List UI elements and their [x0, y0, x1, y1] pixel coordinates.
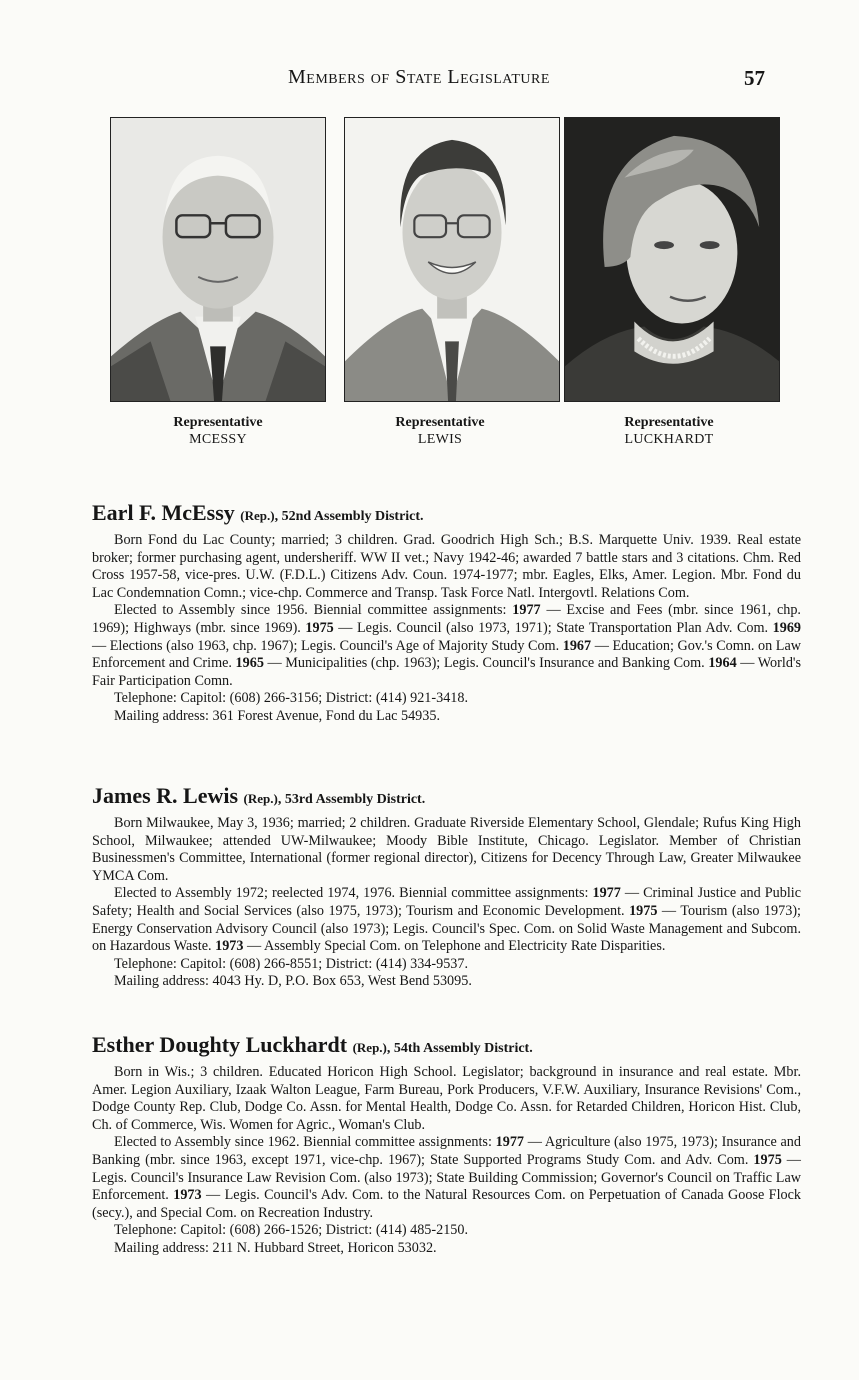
- committee-text: Elected to Assembly since 1962. Biennial committee assignments:: [114, 1134, 496, 1151]
- biography-paragraph: Born Fond du Lac County; married; 3 children. Grad. Goodrich High Sch.; B.S. Marquette Univ. 1939. Real estate broker; former purchasing agent, undersheriff. WW II vet.; Navy 1942-46; awarded 7 battle stars and 3 citations. Chm. Red Cross 1957-58, vice-pres. U.W. (F.D.L.) Citizens Adv. Coun. 1974-1977; mbr. Eagles, Elks, Amer. Legion. Mbr. Fond du Lac Condemnation Comn.; vice-chp. Commerce and Transp. Task Force Natl. Intergovtl. Relations Com.: [92, 532, 801, 601]
- running-title: Members of State Legislature: [288, 66, 550, 88]
- committee-year: 1977: [592, 885, 621, 902]
- member-district: , 52nd Assembly District.: [274, 509, 424, 524]
- caption-surname: MCESSY: [189, 432, 247, 447]
- committee-paragraph: [92, 1134, 801, 1222]
- committee-text: — Criminal Justice and Public Safety; Health and Social Services (also 1975, 1973); Tourism and Economic Development.: [92, 885, 801, 919]
- committee-paragraph: [92, 602, 801, 690]
- committee-year: 1975: [629, 902, 658, 919]
- committee-year: 1975: [305, 619, 334, 636]
- member-district: , 53rd Assembly District.: [277, 792, 426, 807]
- committee-year: 1967: [562, 637, 592, 654]
- committee-year: 1964: [708, 655, 737, 672]
- committee-year: 1969: [772, 619, 801, 636]
- biography-paragraph: Born Milwaukee, May 3, 1936; married; 2 children. Graduate Riverside Elementary School, Glendale; Rufus King High School, Milwaukee; attended UW-Milwaukee; Moody Bible Institute, Chicago. Legislator. Member of Christian Businessmen's Committee, International (former regional director), Citizens for Decency Through Law, Greater Milwaukee YMCA Com.: [92, 815, 801, 884]
- portrait-luckhardt: [564, 117, 780, 402]
- caption-surname: LEWIS: [417, 432, 463, 447]
- bio-mcessy: [92, 500, 801, 726]
- mailing-address: Mailing address: 211 N. Hubbard Street, Horicon 53032.: [114, 1239, 437, 1256]
- portrait-mcessy: [110, 117, 326, 402]
- committee-text: — Legis. Council (also 1973, 1971); State Transportation Plan Adv. Com.: [333, 619, 773, 636]
- bio-lewis: [92, 783, 801, 991]
- member-name: Earl F. McEssy: [92, 500, 235, 525]
- caption-surname: LUCKHARDT: [624, 432, 714, 447]
- caption-role: Representative: [173, 415, 263, 430]
- committee-text: — Agriculture (also 1975, 1973); Insurance and Banking (mbr. since 1963, except 1971, vice-chp. 1967); State Supported Programs Study Com. and Adv. Com.: [92, 1134, 801, 1168]
- committee-paragraph: [92, 885, 801, 955]
- portrait-lewis: [344, 117, 560, 402]
- committee-text: — Legis. Council's Insurance Law Revision Com. (also 1973); State Building Commission; Governor's Council on Traffic Law Enforcement.: [92, 1151, 801, 1204]
- telephone-line: Telephone: Capitol: (608) 266-3156; District: (414) 921-3418.: [114, 690, 469, 707]
- biography-paragraph: Born in Wis.; 3 children. Educated Horicon High School. Legislator; background in insurance and real estate. Mbr. Amer. Legion Auxiliary, Izaak Walton League, Farm Bureau, Pork Producers, V.F.W. Auxiliary, Insurance Revisions' Com., Dodge County Rep. Club, Dodge Co. Assn. for Mental Health, Dodge Co. Assn. for Retarded Children, Horicon Hist. Club, Ch. of Commerce, Wis. Women for Agric., Woman's Club.: [92, 1064, 801, 1133]
- bio-luckhardt: [92, 1032, 801, 1258]
- caption-luckhardt: [561, 414, 777, 448]
- caption-mcessy: [110, 414, 326, 448]
- committee-text: — Assembly Special Com. on Telephone and Electricity Rate Disparities.: [243, 938, 666, 955]
- telephone-line: Telephone: Capitol: (608) 266-8551; District: (414) 334-9537.: [114, 955, 469, 972]
- bio-heading: [92, 500, 801, 530]
- portrait-mcessy-photo: [111, 118, 325, 401]
- caption-role: Representative: [395, 415, 485, 430]
- page-number: 57: [744, 66, 765, 90]
- portrait-lewis-photo: [345, 118, 559, 401]
- caption-role: Representative: [624, 415, 714, 430]
- committee-text: — World's Fair Participation Comn.: [92, 655, 801, 689]
- committee-year: 1965: [235, 655, 264, 672]
- mailing-address: Mailing address: 4043 Hy. D, P.O. Box 653, West Bend 53095.: [114, 973, 472, 990]
- mailing-address: Mailing address: 361 Forest Avenue, Fond du Lac 54935.: [114, 707, 441, 724]
- telephone-line: Telephone: Capitol: (608) 266-1526; District: (414) 485-2150.: [114, 1222, 469, 1239]
- member-party: (Rep.): [243, 791, 278, 806]
- committee-year: 1973: [173, 1187, 202, 1204]
- committee-year: 1977: [495, 1134, 524, 1151]
- committee-text: Elected to Assembly 1972; reelected 1974, 1976. Biennial committee assignments:: [114, 885, 593, 902]
- committee-text: — Education; Gov.'s Comn. on Law Enforcement and Crime.: [92, 637, 801, 672]
- committee-text: — Tourism (also 1973); Energy Conservation Advisory Council (also 1973); Legis. Council's Spec. Com. on Solid Waste Management and Subcom. on Hazardous Waste.: [92, 902, 801, 955]
- committee-year: 1973: [215, 938, 244, 955]
- member-name: Esther Doughty Luckhardt: [92, 1032, 348, 1057]
- committee-text: — Elections (also 1963, chp. 1967); Legis. Council's Age of Majority Study Com.: [92, 637, 563, 654]
- member-party: (Rep.): [352, 1040, 387, 1055]
- committee-year: 1975: [753, 1151, 782, 1168]
- committee-text: — Legis. Council's Adv. Com. to the Natural Resources Com. on Perpetuation of Canada Goose Flock (secy.), and Special Com. on Recreation Industry.: [92, 1187, 802, 1221]
- committee-text: — Municipalities (chp. 1963); Legis. Council's Insurance and Banking Com.: [263, 655, 709, 672]
- caption-lewis: [332, 414, 548, 448]
- bio-heading: [92, 1032, 801, 1062]
- bio-heading: [92, 783, 801, 813]
- member-party: (Rep.): [240, 508, 275, 523]
- committee-year: 1977: [512, 602, 541, 619]
- committee-text: Elected to Assembly since 1956. Biennial committee assignments:: [114, 602, 513, 619]
- committee-text: — Excise and Fees (mbr. since 1961, chp. 1969); Highways (mbr. since 1969).: [92, 602, 801, 636]
- member-name: James R. Lewis: [92, 783, 239, 808]
- member-district: , 54th Assembly District.: [386, 1041, 533, 1056]
- portrait-luckhardt-photo: [565, 118, 779, 401]
